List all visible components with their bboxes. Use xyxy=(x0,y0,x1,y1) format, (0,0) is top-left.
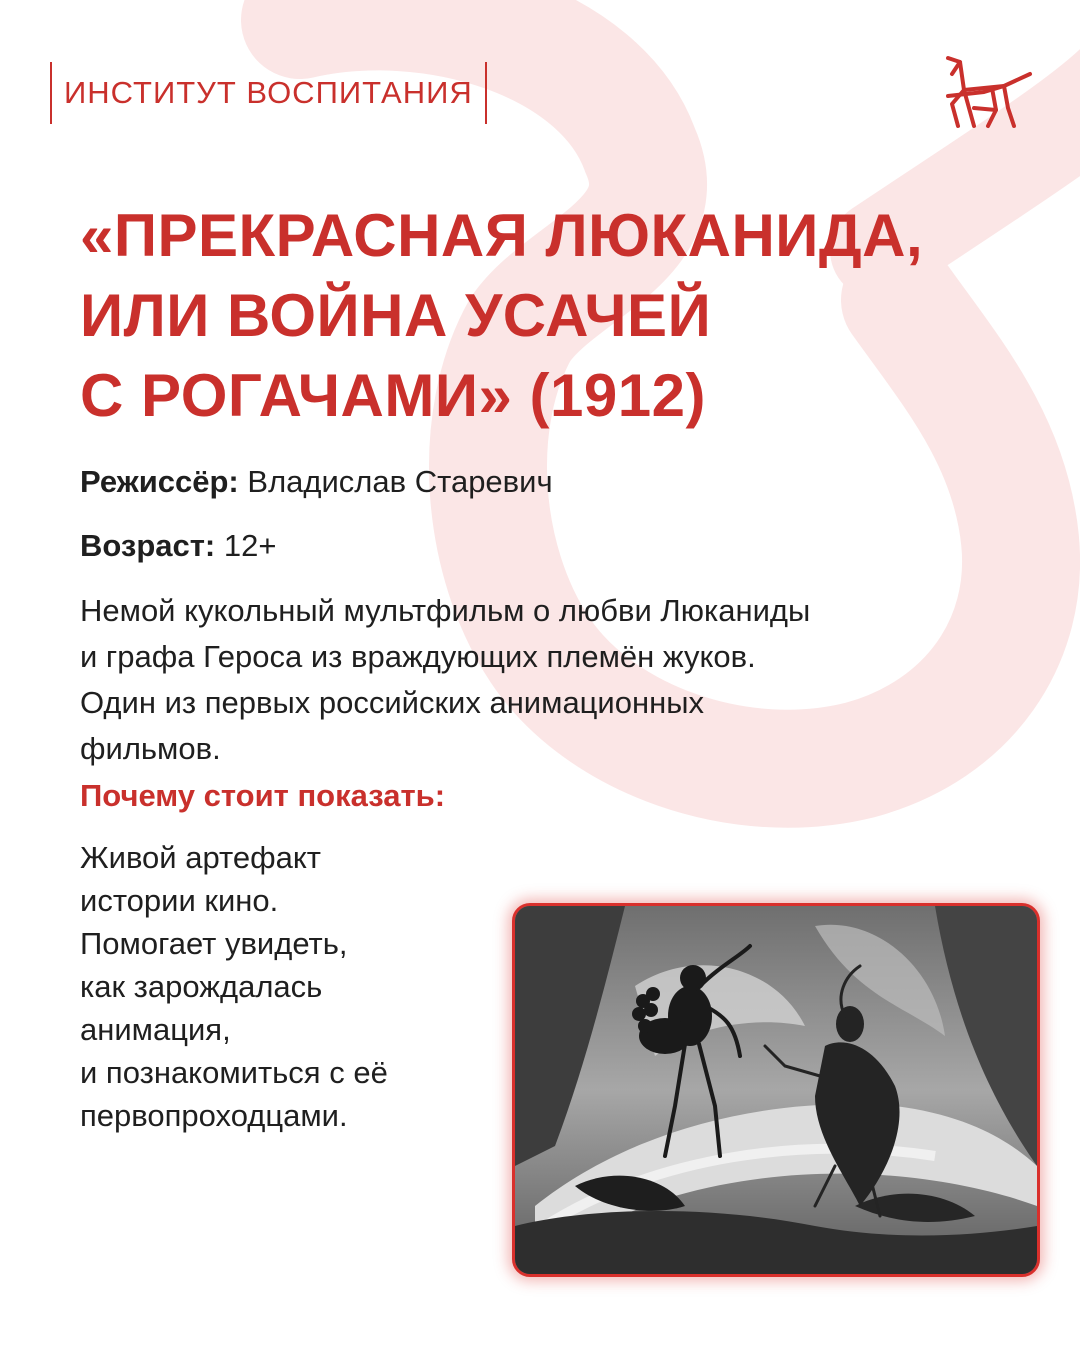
film-title-line: ИЛИ ВОЙНА УСАЧЕЙ xyxy=(80,282,712,349)
reason-line: как зарождалась xyxy=(80,969,323,1004)
reason-line: анимация, xyxy=(80,1012,231,1047)
reason-text xyxy=(80,836,500,1137)
brand-header xyxy=(50,62,487,124)
reason-line: Помогает увидеть, xyxy=(80,926,348,961)
film-description xyxy=(80,588,1020,772)
age-value: 12+ xyxy=(223,528,277,563)
film-still-beetles xyxy=(515,906,1037,1274)
film-title xyxy=(80,196,1040,436)
description-line: Один из первых российских анимационных xyxy=(80,685,705,720)
horse-icon xyxy=(944,52,1034,132)
why-heading: Почему стоит показать: xyxy=(80,778,446,813)
description-line: и графа Героса из враждующих племён жуков. xyxy=(80,639,756,674)
film-title-line: «ПРЕКРАСНАЯ ЛЮКАНИДА, xyxy=(80,202,924,269)
director-value: Владислав Старевич xyxy=(247,464,553,499)
brand-divider-right xyxy=(485,62,487,124)
director-label: Режиссёр: xyxy=(80,464,239,499)
film-still-photo xyxy=(512,903,1040,1277)
director-row xyxy=(80,462,553,502)
age-label: Возраст: xyxy=(80,528,216,563)
reason-line: Живой артефакт xyxy=(80,840,321,875)
film-title-line: С РОГАЧАМИ» (1912) xyxy=(80,362,706,429)
reason-line: истории кино. xyxy=(80,883,279,918)
reason-line: и познакомиться с её xyxy=(80,1055,388,1090)
reason-line: первопроходцами. xyxy=(80,1098,348,1133)
age-row xyxy=(80,526,276,566)
description-line: фильмов. xyxy=(80,731,221,766)
brand-name: ИНСТИТУТ ВОСПИТАНИЯ xyxy=(64,75,473,110)
description-line: Немой кукольный мультфильм о любви Люканиды xyxy=(80,593,811,628)
